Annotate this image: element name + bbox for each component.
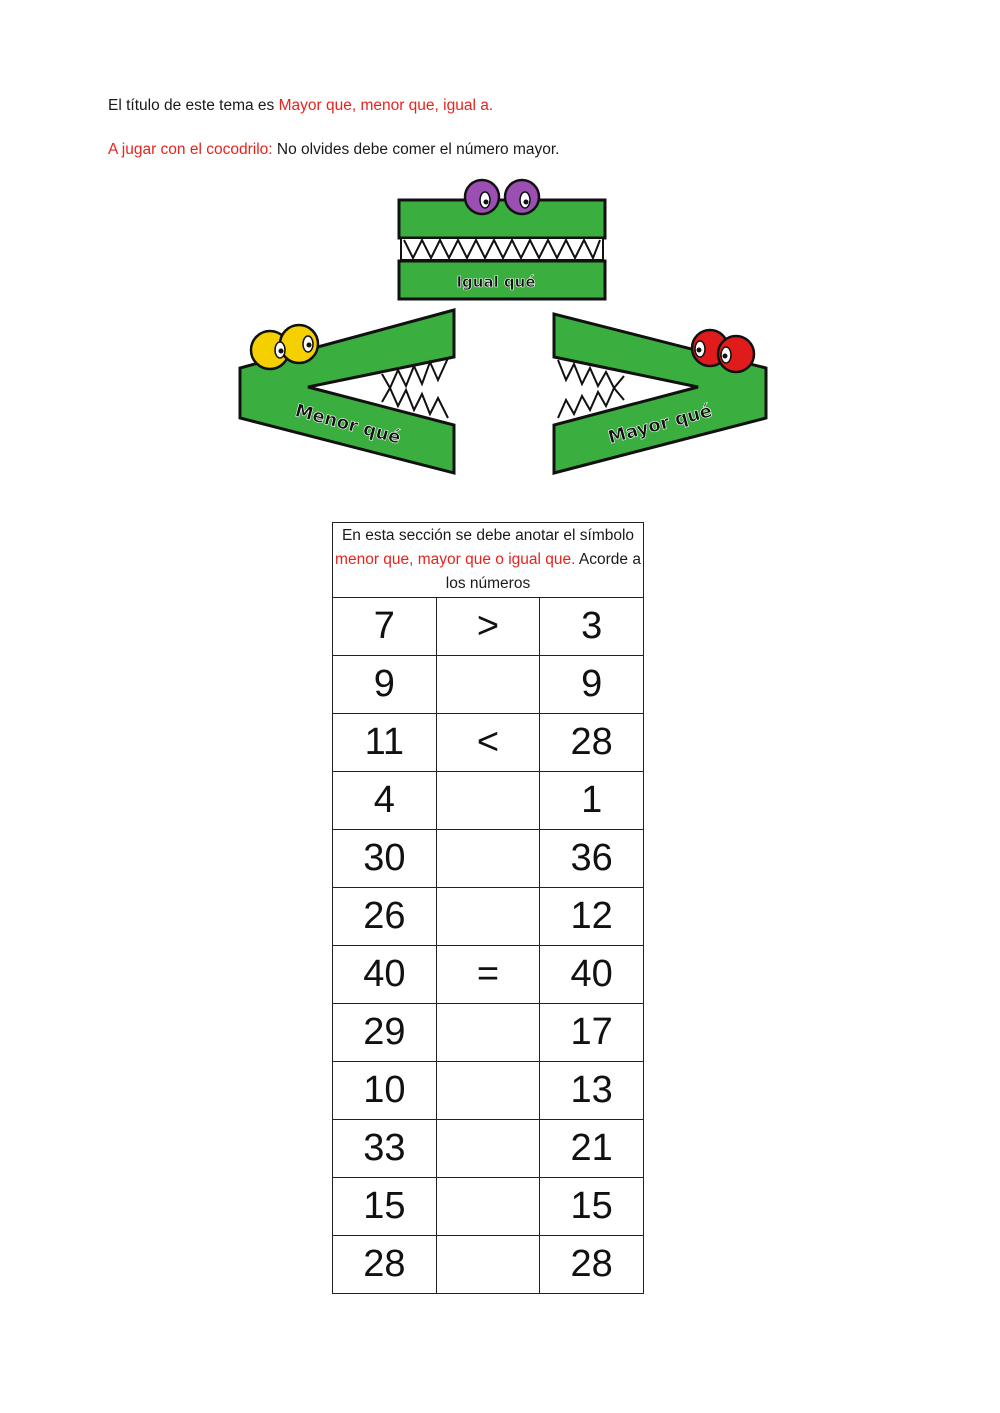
crocodile-illustration (236, 174, 770, 478)
left-number-cell: 30 (333, 830, 437, 888)
left-number-cell: 9 (333, 656, 437, 714)
worksheet-body (333, 598, 644, 1294)
intro-line-title (108, 97, 493, 115)
right-number-cell: 36 (540, 830, 644, 888)
intro-title-prefix: El título de este tema es (108, 97, 279, 114)
right-number-cell: 3 (540, 598, 644, 656)
symbol-answer-cell[interactable] (436, 772, 540, 830)
table-row (333, 1004, 644, 1062)
right-number-cell: 1 (540, 772, 644, 830)
left-number-cell: 11 (333, 714, 437, 772)
table-row (333, 946, 644, 1004)
table-row (333, 1062, 644, 1120)
table-row (333, 888, 644, 946)
right-number-cell: 28 (540, 714, 644, 772)
intro-line-instruction (108, 141, 559, 159)
symbol-answer-cell[interactable] (436, 1062, 540, 1120)
worksheet-header-row (333, 523, 644, 598)
left-number-cell: 40 (333, 946, 437, 1004)
right-number-cell: 17 (540, 1004, 644, 1062)
table-row (333, 1178, 644, 1236)
symbol-answer-cell[interactable] (436, 1236, 540, 1294)
left-number-cell: 15 (333, 1178, 437, 1236)
equal-croc-label: Igual qué (456, 273, 536, 291)
table-row (333, 656, 644, 714)
table-row (333, 830, 644, 888)
intro-title-highlight: Mayor que, menor que, igual a. (278, 97, 494, 114)
right-number-cell: 21 (540, 1120, 644, 1178)
left-number-cell: 26 (333, 888, 437, 946)
greater-crocodile (554, 314, 766, 473)
symbol-answer-cell[interactable]: > (436, 598, 540, 656)
left-number-cell: 4 (333, 772, 437, 830)
table-row (333, 1120, 644, 1178)
symbol-answer-cell[interactable] (436, 1178, 540, 1236)
intro-instruction-highlight: A jugar con el cocodrilo: (108, 141, 273, 158)
pupil-dot (524, 200, 529, 205)
worksheet-instructions-highlight: menor que, mayor que o igual que. (335, 551, 576, 568)
right-number-cell: 40 (540, 946, 644, 1004)
left-number-cell: 7 (333, 598, 437, 656)
symbol-answer-cell[interactable]: = (436, 946, 540, 1004)
right-number-cell: 9 (540, 656, 644, 714)
less-crocodile (240, 310, 454, 473)
right-number-cell: 12 (540, 888, 644, 946)
equal-crocodile (399, 180, 605, 299)
symbol-answer-cell[interactable] (436, 830, 540, 888)
equal-croc-upper-jaw (399, 200, 605, 238)
worksheet-instructions-part2: Acorde a los números (445, 551, 641, 592)
comparison-worksheet-table (332, 522, 644, 1294)
pupil-dot (697, 348, 702, 353)
less-croc-label: Menor qué (292, 400, 403, 449)
right-number-cell: 28 (540, 1236, 644, 1294)
greater-croc-label: Mayor qué (605, 400, 715, 449)
right-number-cell: 15 (540, 1178, 644, 1236)
table-row (333, 714, 644, 772)
left-number-cell: 29 (333, 1004, 437, 1062)
symbol-answer-cell[interactable] (436, 1004, 540, 1062)
symbol-answer-cell[interactable] (436, 1120, 540, 1178)
left-number-cell: 10 (333, 1062, 437, 1120)
worksheet-instructions-part1: En esta sección se debe anotar el símbolo (341, 527, 635, 544)
left-number-cell: 33 (333, 1120, 437, 1178)
right-number-cell: 13 (540, 1062, 644, 1120)
pupil-dot (723, 354, 728, 359)
pupil-dot (279, 349, 284, 354)
table-row (333, 772, 644, 830)
table-row (333, 1236, 644, 1294)
symbol-answer-cell[interactable] (436, 656, 540, 714)
pupil-dot (484, 200, 489, 205)
pupil-dot (307, 343, 312, 348)
intro-instruction-rest: No olvides debe comer el número mayor. (272, 141, 560, 158)
worksheet-instructions (333, 523, 644, 598)
left-number-cell: 28 (333, 1236, 437, 1294)
symbol-answer-cell[interactable] (436, 888, 540, 946)
symbol-answer-cell[interactable]: < (436, 714, 540, 772)
table-row (333, 598, 644, 656)
